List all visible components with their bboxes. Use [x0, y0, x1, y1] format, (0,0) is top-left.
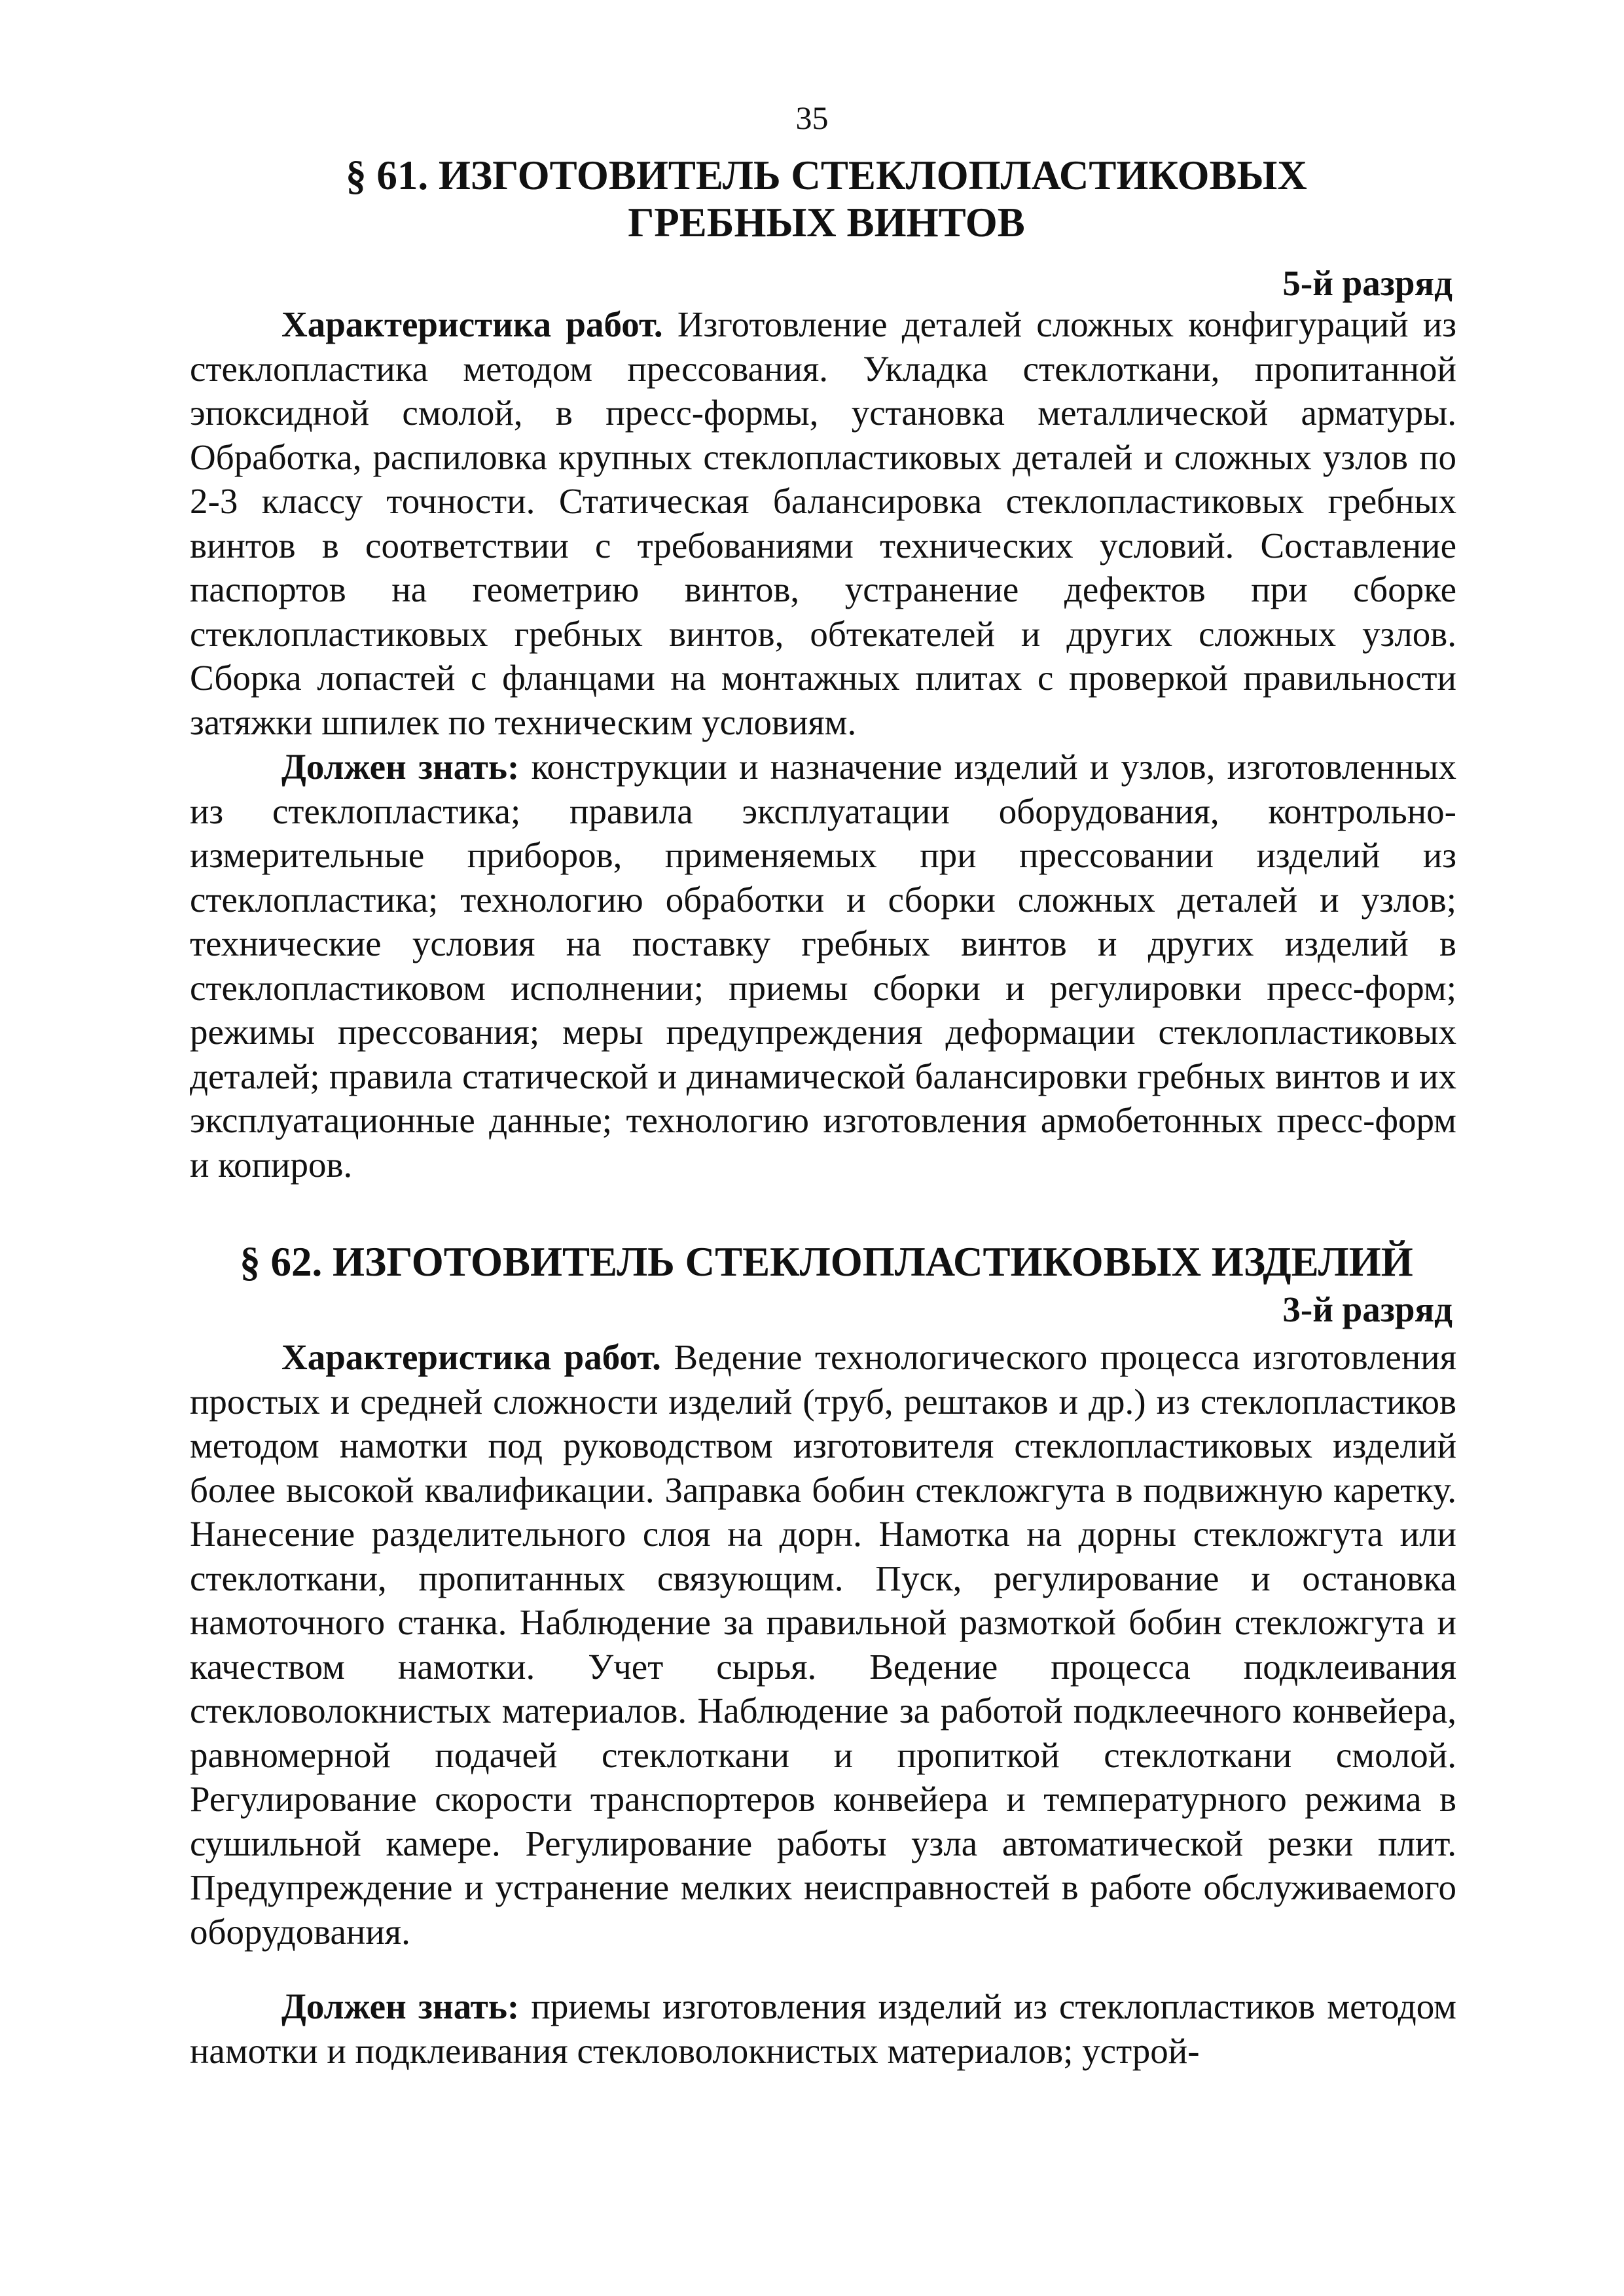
section-61-knowledge: [190, 745, 1456, 1187]
section-61-knowledge-text: конструкции и назначение изделий и узлов, изготовленных из стеклопластика; правила эксплуатации оборудования, контрольно-измерительные приборов, применяемых при прессовании изделий из стеклопластика; технологию обработки и сборки сложных деталей и узлов; технические условия на поставку гребных винтов и других изделий в стеклопластиковом исполнении; приемы сборки и регулировки пресс-форм; режимы прессования; меры предупреждения деформации стеклопластиковых деталей; правила статической и динамической балансировки гребных винтов и их эксплуатационные данные; технологию изготовления армобетонных пресс-форм и копиров.: [190, 747, 1457, 1185]
section-62-knowledge-text: приемы изготовления изделий из стеклопластиков методом намотки и подклеивания стекловолокнистых материалов; устрой-: [190, 1986, 1456, 2071]
section-61-characteristics: [190, 302, 1456, 744]
section-62-title: § 62. ИЗГОТОВИТЕЛЬ СТЕКЛОПЛАСТИКОВЫХ ИЗДЕЛИЙ: [240, 1239, 1413, 1285]
section-62-characteristics-label: Характеристика работ.: [281, 1337, 661, 1377]
section-62-characteristics: [190, 1335, 1456, 1954]
section-61-characteristics-text: Изготовление деталей сложных конфигураций из стеклопластика методом прессования. Укладка стеклоткани, пропитанной эпоксидной смолой, в пресс-формы, установка металлической арматуры. Обработка, распиловка крупных стеклопластиковых деталей и сложных узлов по 2-3 классу точности. Статическая балансировка стеклопластиковых гребных винтов в соответствии с требованиями технических условий. Составление паспортов на геометрию винтов, устранение дефектов при сборке стеклопластиковых гребных винтов, обтекателей и других сложных узлов. Сборка лопастей с фланцами на монтажных плитах с проверкой правильности затяжки шпилек по техническим условиям.: [190, 304, 1456, 742]
section-62-knowledge: [190, 1984, 1456, 2073]
section-61-title-line1: § 61. ИЗГОТОВИТЕЛЬ СТЕКЛОПЛАСТИКОВЫХ: [346, 152, 1307, 198]
section-61-grade: 5-й разряд: [1282, 263, 1453, 303]
page-number: 35: [795, 99, 829, 136]
section-61-title: [196, 152, 1456, 246]
section-61-title-line2: ГРЕБНЫХ ВИНТОВ: [628, 200, 1025, 245]
section-61-knowledge-label: Должен знать:: [281, 747, 520, 787]
section-61-characteristics-label: Характеристика работ.: [281, 304, 663, 344]
section-62-characteristics-text: Ведение технологического процесса изготовления простых и средней сложности изделий (труб, рештаков и др.) из стеклопластиков методом намотки под руководством изготовителя стеклопластиковых изделий более высокой квалификации. Заправка бобин стекложгута в подвижную каретку. Нанесение разделительного слоя на дорн. Намотка на дорны стекложгута или стеклоткани, пропитанных связующим. Пуск, регулирование и остановка намоточного станка. Наблюдение за правильной размоткой бобин стекложгута и качеством намотки. Учет сырья. Ведение процесса подклеивания стекловолокнистых материалов. Наблюдение за работой подклеечного конвейера, равномерной подачей стеклоткани и пропиткой стеклоткани смолой. Регулирование скорости транспортеров конвейера и температурного режима в сушильной камере. Регулирование работы узла автоматической резки плит. Предупреждение и устранение мелких неисправностей в работе обслуживаемого оборудования.: [190, 1337, 1456, 1952]
section-62-grade: 3-й разряд: [1282, 1289, 1453, 1329]
section-62-knowledge-label: Должен знать:: [281, 1986, 520, 2026]
